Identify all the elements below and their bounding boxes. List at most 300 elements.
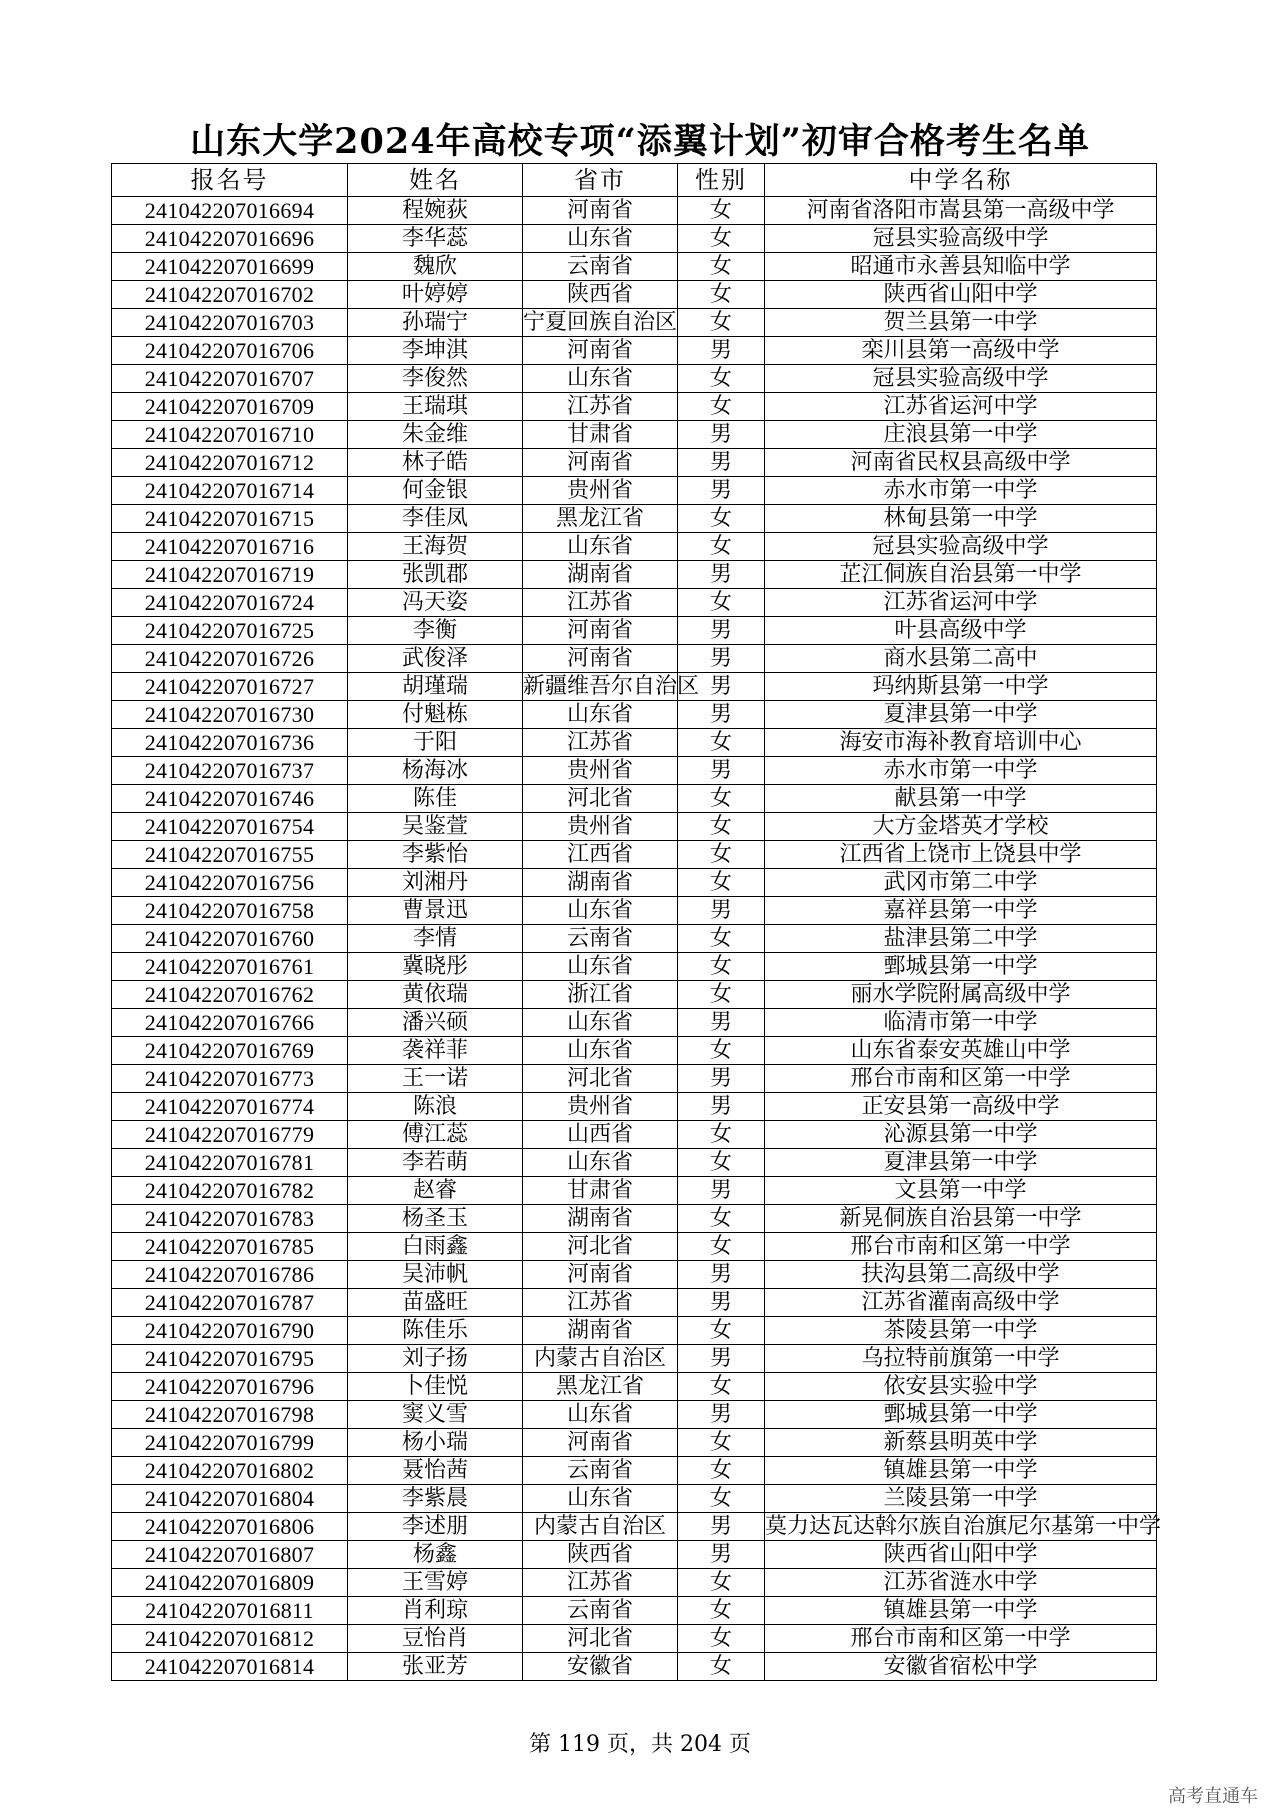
table-row — [112, 421, 1157, 449]
province-cell: 山东省 — [523, 1485, 678, 1513]
province-cell: 黑龙江省 — [523, 505, 678, 533]
name-cell: 李华蕊 — [348, 225, 523, 253]
table-row — [112, 1541, 1157, 1569]
table-row — [112, 253, 1157, 281]
province-cell: 贵州省 — [523, 813, 678, 841]
registration-number-cell: 241042207016790 — [112, 1317, 348, 1345]
gender-cell: 女 — [678, 1569, 765, 1597]
province-cell: 河南省 — [523, 1429, 678, 1457]
registration-number-cell: 241042207016702 — [112, 281, 348, 309]
name-cell: 朱金维 — [348, 421, 523, 449]
gender-cell: 女 — [678, 505, 765, 533]
province-cell: 河南省 — [523, 645, 678, 673]
school-cell: 献县第一中学 — [765, 785, 1157, 813]
registration-number-cell: 241042207016725 — [112, 617, 348, 645]
table-row — [112, 505, 1157, 533]
registration-number-cell: 241042207016773 — [112, 1065, 348, 1093]
name-cell: 王海贺 — [348, 533, 523, 561]
table-row — [112, 757, 1157, 785]
name-cell: 苗盛旺 — [348, 1289, 523, 1317]
school-cell: 庄浪县第一中学 — [765, 421, 1157, 449]
gender-cell: 女 — [678, 225, 765, 253]
table-row — [112, 533, 1157, 561]
table-row — [112, 1485, 1157, 1513]
province-cell: 云南省 — [523, 253, 678, 281]
school-cell: 江苏省运河中学 — [765, 393, 1157, 421]
name-cell: 王雪婷 — [348, 1569, 523, 1597]
province-cell: 湖南省 — [523, 1317, 678, 1345]
gender-cell: 女 — [678, 925, 765, 953]
table-row — [112, 1653, 1157, 1681]
province-cell: 江苏省 — [523, 589, 678, 617]
gender-cell: 女 — [678, 1625, 765, 1653]
table-row — [112, 477, 1157, 505]
province-cell: 浙江省 — [523, 981, 678, 1009]
registration-number-cell: 241042207016807 — [112, 1541, 348, 1569]
registration-number-cell: 241042207016710 — [112, 421, 348, 449]
school-cell: 江西省上饶市上饶县中学 — [765, 841, 1157, 869]
table-row — [112, 1513, 1157, 1541]
name-cell: 陈佳 — [348, 785, 523, 813]
gender-cell: 男 — [678, 1093, 765, 1121]
province-cell: 内蒙古自治区 — [523, 1513, 678, 1541]
name-cell: 吴鉴萱 — [348, 813, 523, 841]
province-cell: 陕西省 — [523, 281, 678, 309]
province-cell: 贵州省 — [523, 477, 678, 505]
table-row — [112, 1093, 1157, 1121]
table-row — [112, 561, 1157, 589]
watermark: 高考直通车 — [1168, 1786, 1258, 1807]
gender-cell: 女 — [678, 1597, 765, 1625]
name-cell: 曹景迅 — [348, 897, 523, 925]
province-cell: 河北省 — [523, 785, 678, 813]
registration-number-cell: 241042207016715 — [112, 505, 348, 533]
table-row — [112, 1569, 1157, 1597]
gender-cell: 男 — [678, 1009, 765, 1037]
table-row — [112, 953, 1157, 981]
school-cell: 茶陵县第一中学 — [765, 1317, 1157, 1345]
school-cell: 扶沟县第二高级中学 — [765, 1261, 1157, 1289]
province-cell: 湖南省 — [523, 1205, 678, 1233]
header-school: 中学名称 — [765, 164, 1157, 197]
school-cell: 盐津县第二中学 — [765, 925, 1157, 953]
registration-number-cell: 241042207016769 — [112, 1037, 348, 1065]
table-row — [112, 841, 1157, 869]
province-cell: 山东省 — [523, 365, 678, 393]
page-number: 第 119 页，共 204 页 — [529, 1732, 751, 1757]
name-cell: 傅江蕊 — [348, 1121, 523, 1149]
registration-number-cell: 241042207016761 — [112, 953, 348, 981]
gender-cell: 女 — [678, 1037, 765, 1065]
province-cell: 山东省 — [523, 1149, 678, 1177]
school-cell: 依安县实验中学 — [765, 1373, 1157, 1401]
name-cell: 豆怡肖 — [348, 1625, 523, 1653]
registration-number-cell: 241042207016694 — [112, 197, 348, 225]
province-cell: 江苏省 — [523, 1569, 678, 1597]
table-row — [112, 925, 1157, 953]
gender-cell: 男 — [678, 617, 765, 645]
gender-cell: 男 — [678, 1065, 765, 1093]
gender-cell: 男 — [678, 1345, 765, 1373]
gender-cell: 女 — [678, 253, 765, 281]
province-cell: 河南省 — [523, 1261, 678, 1289]
table-row — [112, 729, 1157, 757]
province-cell: 山东省 — [523, 1037, 678, 1065]
table-row — [112, 1597, 1157, 1625]
registration-number-cell: 241042207016762 — [112, 981, 348, 1009]
name-cell: 冯天姿 — [348, 589, 523, 617]
province-cell: 河北省 — [523, 1065, 678, 1093]
header-row — [112, 164, 1157, 197]
school-cell: 河南省民权县高级中学 — [765, 449, 1157, 477]
name-cell: 李坤淇 — [348, 337, 523, 365]
name-cell: 魏欣 — [348, 253, 523, 281]
gender-cell: 男 — [678, 421, 765, 449]
school-cell: 夏津县第一中学 — [765, 701, 1157, 729]
table-row — [112, 589, 1157, 617]
gender-cell: 女 — [678, 197, 765, 225]
registration-number-cell: 241042207016696 — [112, 225, 348, 253]
school-cell: 莫力达瓦达斡尔族自治旗尼尔基第一中学 — [765, 1513, 1162, 1539]
name-cell: 陈浪 — [348, 1093, 523, 1121]
gender-cell: 男 — [678, 337, 765, 365]
registration-number-cell: 241042207016760 — [112, 925, 348, 953]
table-row — [112, 449, 1157, 477]
name-cell: 白雨鑫 — [348, 1233, 523, 1261]
registration-number-cell: 241042207016809 — [112, 1569, 348, 1597]
gender-cell: 女 — [678, 309, 765, 337]
school-cell: 武冈市第二中学 — [765, 869, 1157, 897]
registration-number-cell: 241042207016712 — [112, 449, 348, 477]
gender-cell: 男 — [678, 645, 765, 673]
province-cell: 山东省 — [523, 1401, 678, 1429]
name-cell: 卜佳悦 — [348, 1373, 523, 1401]
gender-cell: 男 — [678, 1513, 765, 1541]
table-row — [112, 897, 1157, 925]
registration-number-cell: 241042207016787 — [112, 1289, 348, 1317]
registration-number-cell: 241042207016726 — [112, 645, 348, 673]
registration-number-cell: 241042207016730 — [112, 701, 348, 729]
school-cell: 芷江侗族自治县第一中学 — [765, 561, 1157, 589]
header-name: 姓名 — [348, 164, 523, 197]
school-cell: 沁源县第一中学 — [765, 1121, 1157, 1149]
province-cell: 贵州省 — [523, 757, 678, 785]
gender-cell: 女 — [678, 729, 765, 757]
school-cell: 陕西省山阳中学 — [765, 281, 1157, 309]
registration-number-cell: 241042207016714 — [112, 477, 348, 505]
province-cell: 湖南省 — [523, 869, 678, 897]
registration-number-cell: 241042207016755 — [112, 841, 348, 869]
school-cell: 江苏省灌南高级中学 — [765, 1289, 1157, 1317]
registration-number-cell: 241042207016812 — [112, 1625, 348, 1653]
gender-cell: 女 — [678, 1457, 765, 1485]
table-header — [112, 164, 1157, 197]
school-cell: 安徽省宿松中学 — [765, 1653, 1157, 1681]
registration-number-cell: 241042207016814 — [112, 1653, 348, 1681]
gender-cell: 男 — [678, 1541, 765, 1569]
gender-cell: 女 — [678, 1373, 765, 1401]
school-cell: 丽水学院附属高级中学 — [765, 981, 1157, 1009]
province-cell: 江西省 — [523, 841, 678, 869]
header-registration-number: 报名号 — [112, 164, 348, 197]
school-cell: 夏津县第一中学 — [765, 1149, 1157, 1177]
registration-number-cell: 241042207016781 — [112, 1149, 348, 1177]
name-cell: 王一诺 — [348, 1065, 523, 1093]
table-row — [112, 1177, 1157, 1205]
province-cell: 云南省 — [523, 925, 678, 953]
gender-cell: 女 — [678, 1317, 765, 1345]
table-row — [112, 1317, 1157, 1345]
registration-number-cell: 241042207016804 — [112, 1485, 348, 1513]
school-cell: 大方金塔英才学校 — [765, 813, 1157, 841]
registration-number-cell: 241042207016756 — [112, 869, 348, 897]
school-cell: 文县第一中学 — [765, 1177, 1157, 1205]
name-cell: 李述朋 — [348, 1513, 523, 1541]
province-cell: 江苏省 — [523, 729, 678, 757]
gender-cell: 女 — [678, 1653, 765, 1681]
table-row — [112, 225, 1157, 253]
gender-cell: 男 — [678, 561, 765, 589]
registration-number-cell: 241042207016806 — [112, 1513, 348, 1541]
school-cell: 邢台市南和区第一中学 — [765, 1233, 1157, 1261]
registration-number-cell: 241042207016782 — [112, 1177, 348, 1205]
province-cell: 山西省 — [523, 1121, 678, 1149]
gender-cell: 女 — [678, 393, 765, 421]
name-cell: 李紫晨 — [348, 1485, 523, 1513]
table-row — [112, 1345, 1157, 1373]
province-cell: 贵州省 — [523, 1093, 678, 1121]
name-cell: 于阳 — [348, 729, 523, 757]
gender-cell: 女 — [678, 533, 765, 561]
province-cell: 云南省 — [523, 1597, 678, 1625]
table-row — [112, 1373, 1157, 1401]
school-cell: 江苏省运河中学 — [765, 589, 1157, 617]
school-cell: 山东省泰安英雄山中学 — [765, 1037, 1157, 1065]
table-row — [112, 645, 1157, 673]
school-cell: 栾川县第一高级中学 — [765, 337, 1157, 365]
school-cell: 河南省洛阳市嵩县第一高级中学 — [765, 197, 1157, 225]
school-cell: 邢台市南和区第一中学 — [765, 1625, 1157, 1653]
registration-number-cell: 241042207016802 — [112, 1457, 348, 1485]
school-cell: 冠县实验高级中学 — [765, 365, 1157, 393]
school-cell: 叶县高级中学 — [765, 617, 1157, 645]
name-cell: 孙瑞宁 — [348, 309, 523, 337]
name-cell: 杨鑫 — [348, 1541, 523, 1569]
name-cell: 吴沛帆 — [348, 1261, 523, 1289]
province-cell: 河北省 — [523, 1233, 678, 1261]
province-cell: 山东省 — [523, 701, 678, 729]
registration-number-cell: 241042207016737 — [112, 757, 348, 785]
table-row — [112, 981, 1157, 1009]
name-cell: 黄依瑞 — [348, 981, 523, 1009]
gender-cell: 女 — [678, 281, 765, 309]
table-row — [112, 673, 1157, 701]
name-cell: 刘子扬 — [348, 1345, 523, 1373]
name-cell: 张亚芳 — [348, 1653, 523, 1681]
province-cell: 新疆维吾尔自治区 — [523, 673, 700, 699]
province-cell: 安徽省 — [523, 1653, 678, 1681]
school-cell: 邢台市南和区第一中学 — [765, 1065, 1157, 1093]
name-cell: 刘湘丹 — [348, 869, 523, 897]
table-row — [112, 1625, 1157, 1653]
name-cell: 叶婷婷 — [348, 281, 523, 309]
name-cell: 李俊然 — [348, 365, 523, 393]
table-row — [112, 281, 1157, 309]
gender-cell: 女 — [678, 589, 765, 617]
table-row — [112, 869, 1157, 897]
registration-number-cell: 241042207016746 — [112, 785, 348, 813]
province-cell: 湖南省 — [523, 561, 678, 589]
gender-cell: 男 — [678, 477, 765, 505]
registration-number-cell: 241042207016727 — [112, 673, 348, 701]
registration-number-cell: 241042207016703 — [112, 309, 348, 337]
gender-cell: 女 — [678, 1485, 765, 1513]
name-cell: 林子皓 — [348, 449, 523, 477]
table-row — [112, 1401, 1157, 1429]
gender-cell: 女 — [678, 785, 765, 813]
name-cell: 李紫怡 — [348, 841, 523, 869]
header-gender: 性别 — [678, 164, 765, 197]
gender-cell: 女 — [678, 869, 765, 897]
registration-number-cell: 241042207016799 — [112, 1429, 348, 1457]
gender-cell: 女 — [678, 841, 765, 869]
school-cell: 赤水市第一中学 — [765, 757, 1157, 785]
table-row — [112, 1121, 1157, 1149]
table-row — [112, 1065, 1157, 1093]
table-row — [112, 1233, 1157, 1261]
table-row — [112, 1009, 1157, 1037]
name-cell: 窦义雪 — [348, 1401, 523, 1429]
name-cell: 潘兴硕 — [348, 1009, 523, 1037]
gender-cell: 女 — [678, 1205, 765, 1233]
registration-number-cell: 241042207016758 — [112, 897, 348, 925]
table-row — [112, 1205, 1157, 1233]
registration-number-cell: 241042207016724 — [112, 589, 348, 617]
gender-cell: 男 — [678, 701, 765, 729]
province-cell: 山东省 — [523, 225, 678, 253]
registration-number-cell: 241042207016795 — [112, 1345, 348, 1373]
page-title: 山东大学2024年高校专项“添翼计划”初审合格考生名单 — [190, 121, 1090, 162]
gender-cell: 男 — [678, 449, 765, 477]
name-cell: 杨海冰 — [348, 757, 523, 785]
province-cell: 山东省 — [523, 1009, 678, 1037]
province-cell: 云南省 — [523, 1457, 678, 1485]
school-cell: 新蔡县明英中学 — [765, 1429, 1157, 1457]
province-cell: 甘肃省 — [523, 421, 678, 449]
name-cell: 张凯郡 — [348, 561, 523, 589]
school-cell: 冠县实验高级中学 — [765, 533, 1157, 561]
registration-number-cell: 241042207016811 — [112, 1597, 348, 1625]
school-cell: 嘉祥县第一中学 — [765, 897, 1157, 925]
gender-cell: 男 — [678, 757, 765, 785]
registration-number-cell: 241042207016736 — [112, 729, 348, 757]
gender-cell: 女 — [678, 1149, 765, 1177]
registration-number-cell: 241042207016786 — [112, 1261, 348, 1289]
table-row — [112, 197, 1157, 225]
name-cell: 冀晓彤 — [348, 953, 523, 981]
name-cell: 付魁栋 — [348, 701, 523, 729]
name-cell: 胡瑾瑞 — [348, 673, 523, 701]
registration-number-cell: 241042207016754 — [112, 813, 348, 841]
table-row — [112, 337, 1157, 365]
gender-cell: 女 — [678, 1121, 765, 1149]
table-row — [112, 1149, 1157, 1177]
province-cell: 河南省 — [523, 197, 678, 225]
gender-cell: 女 — [678, 981, 765, 1009]
table-row — [112, 309, 1157, 337]
gender-cell: 男 — [678, 1261, 765, 1289]
registration-number-cell: 241042207016779 — [112, 1121, 348, 1149]
gender-cell: 男 — [678, 673, 765, 701]
table-row — [112, 393, 1157, 421]
school-cell: 江苏省涟水中学 — [765, 1569, 1157, 1597]
gender-cell: 女 — [678, 953, 765, 981]
name-cell: 王瑞琪 — [348, 393, 523, 421]
province-cell: 河南省 — [523, 617, 678, 645]
gender-cell: 男 — [678, 1177, 765, 1205]
table-row — [112, 785, 1157, 813]
province-cell: 江苏省 — [523, 393, 678, 421]
name-cell: 李情 — [348, 925, 523, 953]
school-cell: 鄄城县第一中学 — [765, 1401, 1157, 1429]
name-cell: 赵睿 — [348, 1177, 523, 1205]
gender-cell: 女 — [678, 365, 765, 393]
gender-cell: 女 — [678, 813, 765, 841]
province-cell: 河北省 — [523, 1625, 678, 1653]
table-row — [112, 365, 1157, 393]
registration-number-cell: 241042207016719 — [112, 561, 348, 589]
name-cell: 肖利琼 — [348, 1597, 523, 1625]
gender-cell: 男 — [678, 897, 765, 925]
gender-cell: 女 — [678, 1233, 765, 1261]
table-body — [112, 197, 1162, 1681]
school-cell: 新晃侗族自治县第一中学 — [765, 1205, 1157, 1233]
name-cell: 袭祥菲 — [348, 1037, 523, 1065]
table-row — [112, 1037, 1157, 1065]
registration-number-cell: 241042207016785 — [112, 1233, 348, 1261]
registration-number-cell: 241042207016709 — [112, 393, 348, 421]
province-cell: 河南省 — [523, 337, 678, 365]
registration-number-cell: 241042207016699 — [112, 253, 348, 281]
registration-number-cell: 241042207016766 — [112, 1009, 348, 1037]
province-cell: 陕西省 — [523, 1541, 678, 1569]
table-row — [112, 1289, 1157, 1317]
school-cell: 乌拉特前旗第一中学 — [765, 1345, 1157, 1373]
province-cell: 宁夏回族自治区 — [523, 309, 678, 335]
name-cell: 武俊泽 — [348, 645, 523, 673]
gender-cell: 男 — [678, 1401, 765, 1429]
gender-cell: 女 — [678, 1429, 765, 1457]
registration-number-cell: 241042207016707 — [112, 365, 348, 393]
registration-number-cell: 241042207016774 — [112, 1093, 348, 1121]
school-cell: 海安市海补教育培训中心 — [765, 729, 1157, 757]
table-row — [112, 701, 1157, 729]
school-cell: 陕西省山阳中学 — [765, 1541, 1157, 1569]
name-cell: 杨圣玉 — [348, 1205, 523, 1233]
school-cell: 林甸县第一中学 — [765, 505, 1157, 533]
registration-number-cell: 241042207016706 — [112, 337, 348, 365]
name-cell: 李若萌 — [348, 1149, 523, 1177]
province-cell: 黑龙江省 — [523, 1373, 678, 1401]
school-cell: 冠县实验高级中学 — [765, 225, 1157, 253]
table-row — [112, 1429, 1157, 1457]
school-cell: 正安县第一高级中学 — [765, 1093, 1157, 1121]
school-cell: 临清市第一中学 — [765, 1009, 1157, 1037]
name-cell: 陈佳乐 — [348, 1317, 523, 1345]
name-cell: 程婉荻 — [348, 197, 523, 225]
table-row — [112, 1457, 1157, 1485]
registration-number-cell: 241042207016716 — [112, 533, 348, 561]
